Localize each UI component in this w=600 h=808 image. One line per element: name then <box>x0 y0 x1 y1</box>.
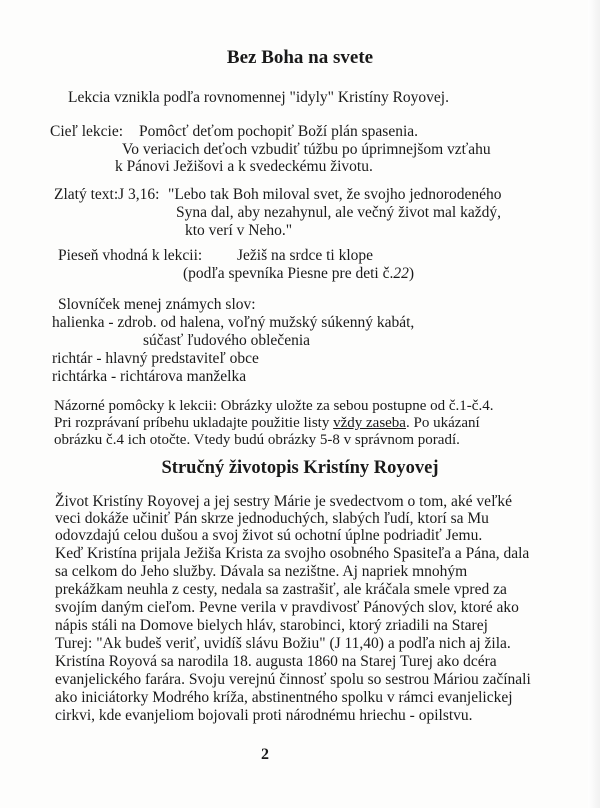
bio-line: sa celkom do Jeho služby. Dávala sa nezištne. Aj napriek mnohým <box>55 563 468 580</box>
bio-line: evanjelického farára. Svoju verejnú činnosť spolu so sestrou Máriou začínali <box>55 671 531 688</box>
aids-line-3: obrázku č.4 ich otočte. Vtedy budú obrázky 5-8 v správnom poradí. <box>54 432 460 448</box>
bio-line: veci dokáže učiniť Pán skrze jednoduchých, slabých ľudí, ktorí sa Mu <box>55 510 489 527</box>
bio-line: prekážkam neuhla z cesty, nedala sa zastrašiť, ale kráčala smele vpred za <box>55 581 507 598</box>
lesson-title: Bez Boha na svete <box>226 47 374 68</box>
goal-label: Cieľ lekcie: <box>50 123 124 140</box>
aids-line-2-end: . Po ukázaní <box>405 415 480 431</box>
golden-text-line-1: "Lebo tak Boh miloval svet, že svojho jednorodeného <box>168 186 502 203</box>
bio-line: svojím daným cieľom. Pevne verila v pravdivosť Pánových slov, ktoré ako <box>55 599 519 616</box>
song-label: Pieseň vhodná k lekcii: <box>58 247 203 264</box>
golden-text-line-2: Syna dal, aby nezahynul, ale večný život mal každý, <box>176 204 501 221</box>
bio-line: Kristína Royová sa narodila 18. augusta 1860 na Starej Turej ako dcéra <box>55 653 497 670</box>
intro-text: Lekcia vznikla podľa rovnomennej "idyly" Kristíny Royovej. <box>68 89 449 106</box>
bio-line: Život Kristíny Royovej a jej sestry Márie je svedectvom o tom, aké veľké <box>55 493 512 510</box>
golden-text-label: Zlatý text:J 3,16: <box>54 186 160 203</box>
glossary-entry-richtar: richtár - hlavný predstaviteľ obce <box>52 350 259 367</box>
golden-text-line-3: kto verí v Neho." <box>185 222 293 239</box>
bio-line: Keď Kristína prijala Ježiša Krista za svojho osobného Spasiteľa a Pána, dala <box>55 545 530 562</box>
song-source-number: 22 <box>393 265 409 282</box>
bio-line: ako iniciátorky Modrého kríža, abstinentného spolku v rámci evanjelickej <box>55 689 513 706</box>
bio-line: odovzdajú celou dušou a svoj život sú ochotní úplne podriadiť Jemu. <box>55 527 483 544</box>
page-number: 2 <box>261 746 269 763</box>
song-source-prefix: (podľa spevníka Piesne pre deti č. <box>183 265 394 282</box>
aids-underlined-text: vždy zaseba <box>333 415 406 431</box>
glossary-entry-richtarka: richtárka - richtárova manželka <box>52 368 247 385</box>
glossary-entry-halienka-cont: súčasť ľudového oblečenia <box>143 332 311 349</box>
bio-line: cirkvi, kde evanjeliom bojovali proti národnému hriechu - opilstvu. <box>55 707 473 724</box>
song-name: Ježiš na srdce ti klope <box>237 247 374 264</box>
glossary-heading: Slovníček menej známych slov: <box>58 296 256 313</box>
song-source <box>183 264 414 283</box>
aids-line-1: Názorné pomôcky k lekcii: Obrázky uložte za sebou postupne od č.1-č.4. <box>54 398 494 414</box>
song-source-suffix: ) <box>408 265 414 282</box>
goal-line-1: Pomôcť deťom pochopiť Boží plán spasenia. <box>139 123 419 140</box>
scan-edge <box>588 0 600 808</box>
biography-heading: Stručný životopis Kristíny Royovej <box>161 458 439 478</box>
bio-line: Turej: "Ak budeš veriť, uvidíš slávu Božiu" (J 11,40) a podľa nich aj žila. <box>55 635 511 652</box>
aids-line-2-start: Pri rozprávaní príbehu ukladajte použitie listy <box>54 415 334 431</box>
glossary-entry-halienka: halienka - zdrob. od halena, voľný mužský súkenný kabát, <box>52 314 415 331</box>
goal-line-2: Vo veriacich deťoch vzbudiť túžbu po úprimnejšom vzťahu <box>122 141 491 158</box>
goal-line-3: k Pánovi Ježišovi a k svedeckému životu. <box>115 158 373 175</box>
bio-line: nápis stáli na Domove bielych hláv, starobinci, ktorý zriadili na Starej <box>55 617 488 634</box>
